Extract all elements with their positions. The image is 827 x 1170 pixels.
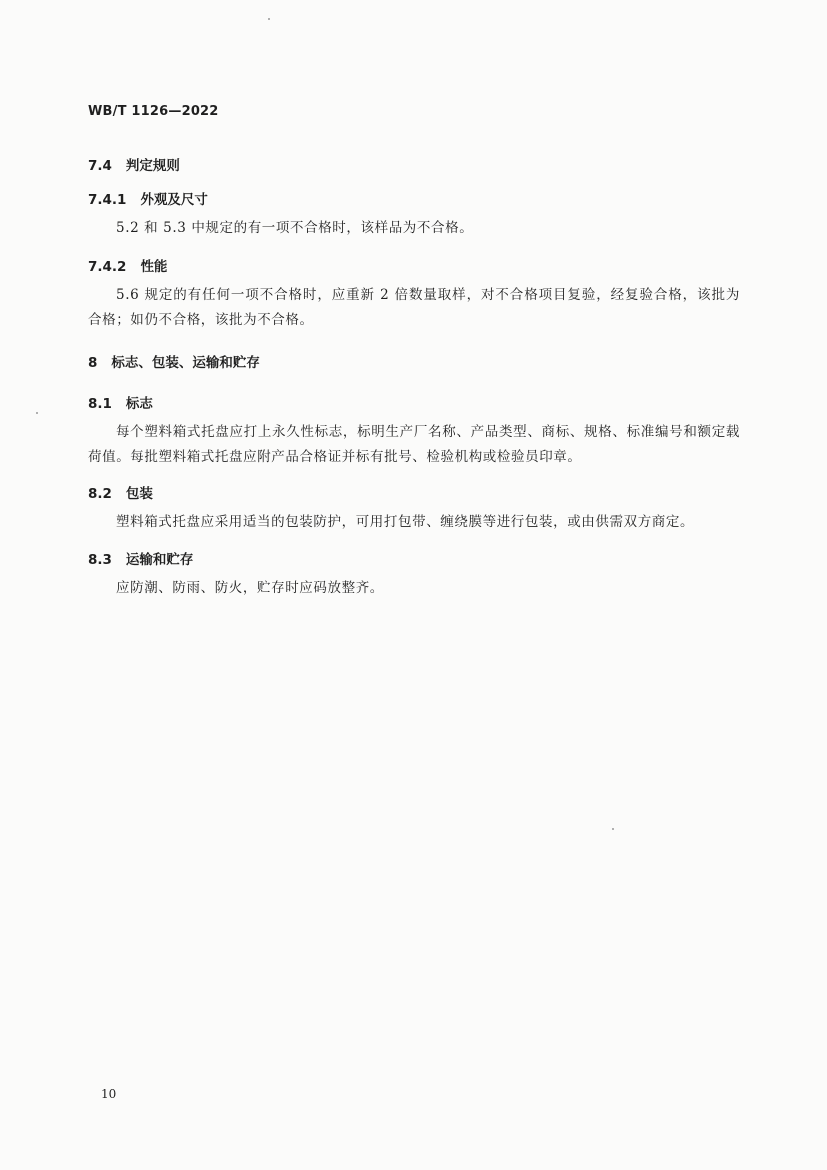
heading-8-1 <box>88 392 153 412</box>
scan-speck <box>268 18 270 20</box>
heading-7-4 <box>88 154 180 174</box>
heading-title: 外观及尺寸 <box>140 192 208 208</box>
heading-number: 8.1 <box>88 396 112 412</box>
heading-8 <box>88 351 260 371</box>
paragraph-8-2: 塑料箱式托盘应采用适当的包装防护，可用打包带、缠绕膜等进行包装，或由供需双方商定。 <box>116 514 695 530</box>
paragraph-7-4-1: 5.2 和 5.3 中规定的有一项不合格时，该样品为不合格。 <box>116 220 474 236</box>
heading-title: 标志 <box>125 396 153 412</box>
heading-7-4-2 <box>88 255 167 275</box>
heading-number: 7.4.2 <box>88 259 127 275</box>
paragraph-8-3: 应防潮、防雨、防火，贮存时应码放整齐。 <box>116 580 384 596</box>
heading-number: 8 <box>88 355 98 371</box>
heading-title: 运输和贮存 <box>125 552 194 568</box>
heading-8-3 <box>88 548 193 568</box>
paragraph-7-4-2: 5.6 规定的有任何一项不合格时，应重新 2 倍数量取样，对不合格项目复验，经复验合格，该批为合格；如仍不合格，该批为不合格。 <box>88 287 740 328</box>
heading-number: 8.3 <box>88 552 112 568</box>
heading-8-2 <box>88 482 153 502</box>
scan-speck <box>612 828 614 830</box>
heading-number: 7.4.1 <box>88 192 127 208</box>
heading-title: 包装 <box>125 486 153 502</box>
document-code: WB/T 1126—2022 <box>88 104 219 119</box>
scan-speck <box>36 412 38 414</box>
paragraph-8-1: 每个塑料箱式托盘应打上永久性标志，标明生产厂名称、产品类型、商标、规格、标准编号和额定载荷值。每批塑料箱式托盘应附产品合格证并标有批号、检验机构或检验员印章。 <box>88 424 740 465</box>
heading-title: 标志、包装、运输和贮存 <box>111 355 260 371</box>
page-number: 10 <box>101 1087 117 1101</box>
heading-title: 性能 <box>140 259 168 275</box>
heading-title: 判定规则 <box>125 158 180 174</box>
heading-number: 8.2 <box>88 486 112 502</box>
heading-number: 7.4 <box>88 158 112 174</box>
heading-7-4-1 <box>88 188 208 208</box>
